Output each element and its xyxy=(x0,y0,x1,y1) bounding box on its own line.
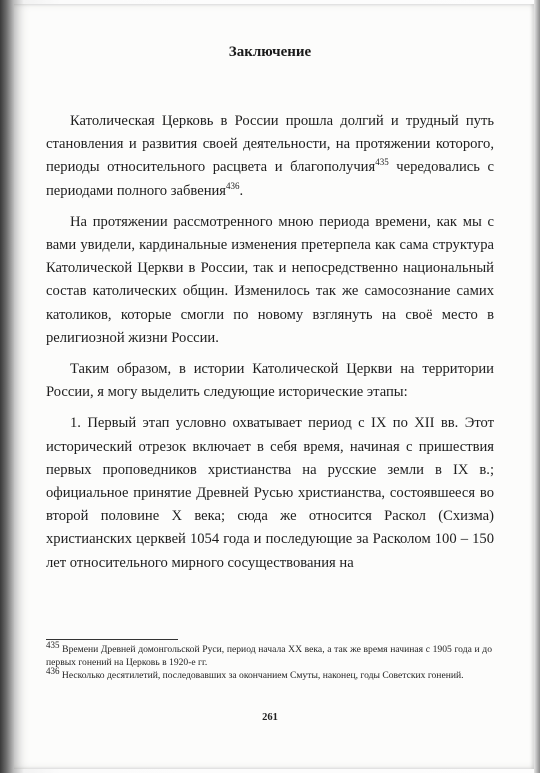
footnote-number-435: 435 xyxy=(46,639,60,650)
paragraph-2: На протяжении рассмотренного мною периода времени, как мы с вами увидели, кардинальные изменения претерпела как сама структура Католической Церкви в России, так и непосредственно национальный состав католических общин. Изменилось так же самосознание самих католиков, которые смогли по новому взглянуть на своё место в религиозной жизни России. xyxy=(46,213,494,346)
paragraph-1-text-c: . xyxy=(239,182,244,199)
page-edge-shadow xyxy=(534,0,540,773)
paragraph-1-text-a: Католическая Церковь в России прошла долгий и трудный путь становления и развития своей деятельности, на протяжении которого, периоды относительного расцвета и благополучия xyxy=(46,113,494,176)
main-text xyxy=(46,110,494,575)
footnote-text-436: Несколько десятилетий, последовавших за окончанием Смуты, наконец, годы Советских гонений. xyxy=(59,670,464,681)
paragraph-3: Таким образом, в истории Католической Церкви на территории России, я могу выделить следующие исторические этапы: xyxy=(46,361,494,401)
footnote-ref-435: 435 xyxy=(375,157,389,168)
footnote-ref-436: 436 xyxy=(226,180,240,191)
paragraph-4: 1. Первый этап условно охватывает период с IX по XII вв. Этот исторический отрезок включает в себя время, начиная с пришествия первых проповедников христианства на русские земли в IX в.; официальное принятие Древней Русью христианства, состоявшееся во второй половине X века; сюда же относится Раскол (Схизма) христианских церквей 1054 года и последующие за Расколом 100 – 150 лет относительного мирного сосуществования на xyxy=(46,415,494,571)
page-title: Заключение xyxy=(228,44,312,60)
page-number: 261 xyxy=(262,712,278,723)
footnote-text-435: Времени Древней домонгольской Руси, период начала XX века, а так же время начиная с 1905 года и до первых гонений на Церковь в 1920-е гг. xyxy=(46,644,492,668)
paragraph-1 xyxy=(46,110,494,203)
footnote-number-436: 436 xyxy=(46,665,60,676)
paragraph-1-text-b: чередовались с периодами полного забвения xyxy=(46,159,494,199)
footnote-separator xyxy=(46,639,178,640)
footnote-436 xyxy=(46,665,492,682)
footnote-435 xyxy=(46,639,492,669)
footnotes xyxy=(46,639,492,682)
